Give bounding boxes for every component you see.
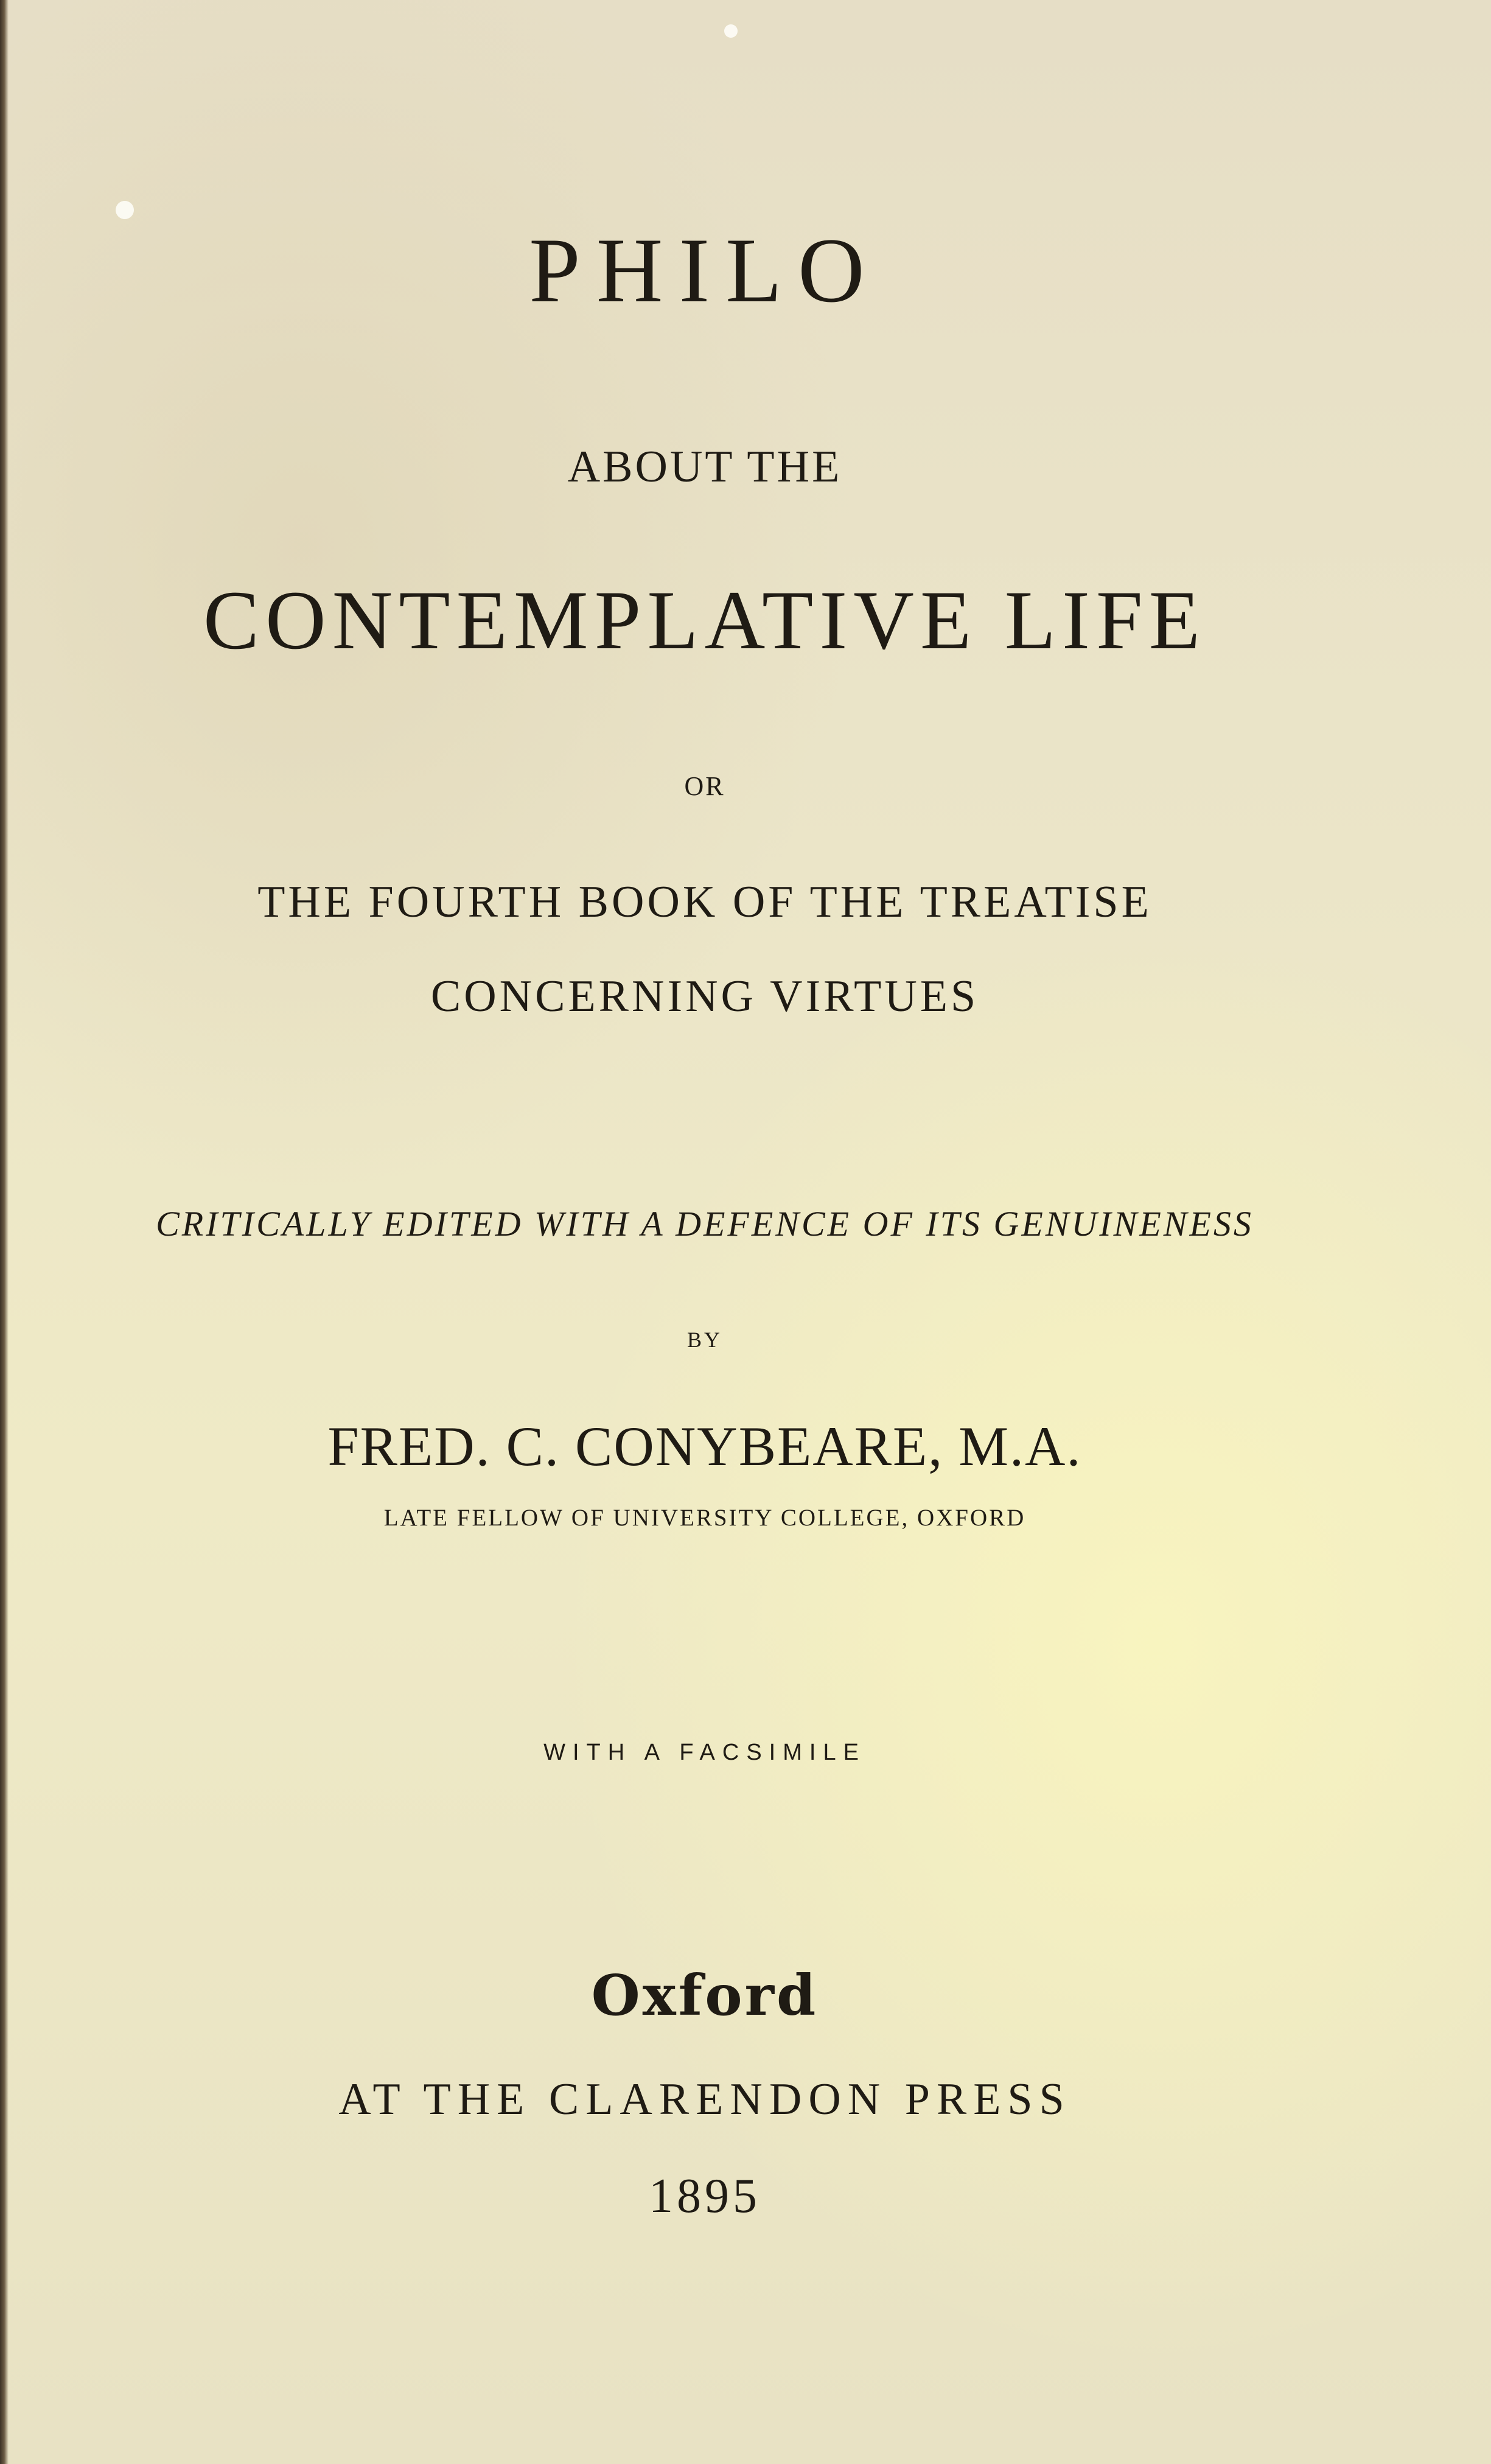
edition-note: CRITICALLY EDITED WITH A DEFENCE OF ITS GENUINENESS [156,1204,1254,1244]
publication-year: 1895 [649,2169,761,2223]
paper-speck [724,24,738,38]
alt-title-line-2: CONCERNING VIRTUES [430,971,979,1021]
alt-title-line-1: THE FOURTH BOOK OF THE TREATISE [257,877,1152,927]
supplement-note: WITH A FACSIMILE [543,1740,866,1765]
alt-title-or: OR [684,771,725,801]
publication-place: Oxford [591,1962,819,2028]
publisher: AT THE CLARENDON PRESS [338,2074,1071,2124]
author-credentials: LATE FELLOW OF UNIVERSITY COLLEGE, OXFORD [383,1505,1026,1531]
paper-speck [116,201,134,219]
author-name: FRED. C. CONYBEARE, M.A. [327,1415,1082,1477]
book-subject: CONTEMPLATIVE LIFE [203,573,1207,667]
title-connector: ABOUT THE [567,442,842,492]
by-label: BY [686,1328,722,1352]
book-title: PHILO [529,219,881,321]
